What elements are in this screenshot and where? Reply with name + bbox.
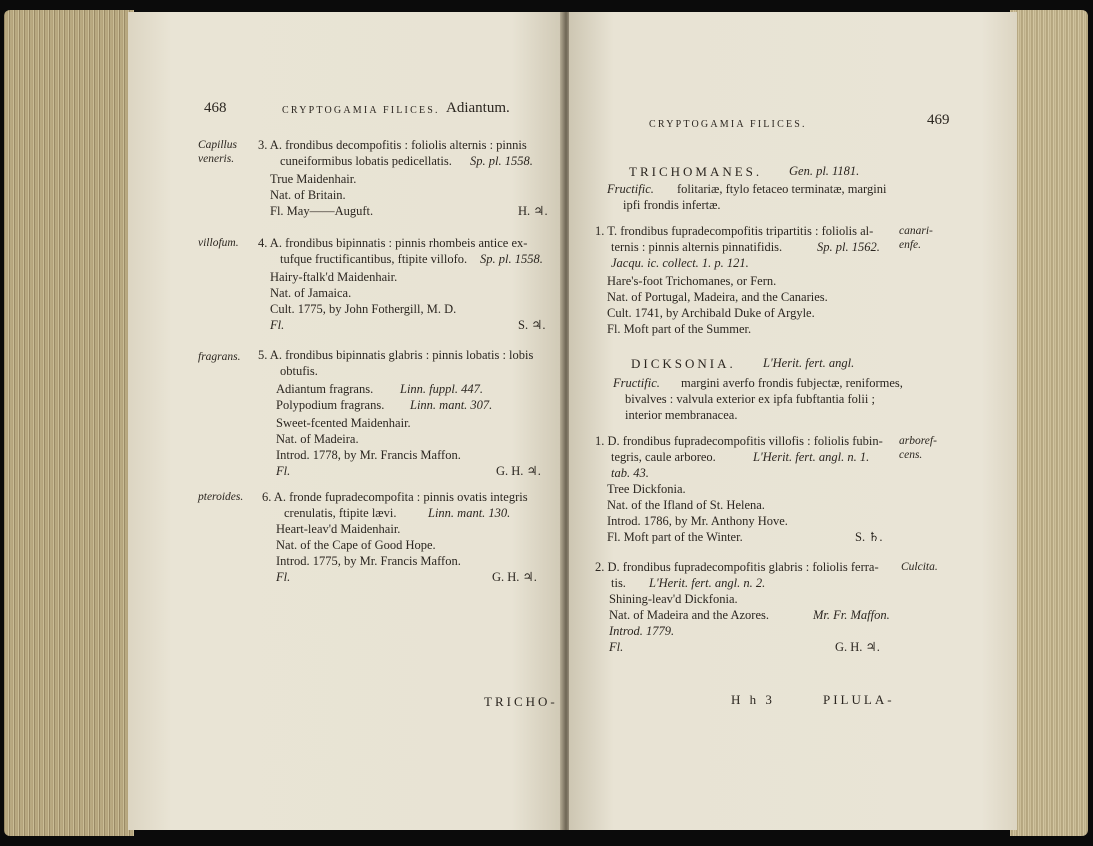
- english-name: Sweet-fcented Maidenhair.: [276, 416, 411, 430]
- margin-name: veneris.: [198, 153, 235, 165]
- introduction-line: Introd. 1778, by Mr. Francis Maffon.: [276, 448, 461, 462]
- reference: Jacqu. ic. collect. 1. p. 121.: [611, 256, 749, 270]
- english-name: True Maidenhair.: [270, 172, 357, 186]
- flowering-line: Fl. Moft part of the Winter.: [607, 530, 743, 544]
- english-name: Shining-leav'd Dickfonia.: [609, 592, 738, 606]
- english-name: Hairy-ftalk'd Maidenhair.: [270, 270, 398, 284]
- entry-line: 5. A. frondibus bipinnatis glabris : pinnis lobatis : lobis: [258, 348, 534, 362]
- margin-name: Culcita.: [901, 561, 938, 573]
- flowering-line: Fl.: [270, 318, 285, 332]
- genus-heading: TRICHOMANES.: [629, 164, 763, 179]
- margin-name: canari-: [899, 225, 933, 237]
- entry-line: 1. D. frondibus fupradecompofitis villofis : foliolis fubin-: [595, 434, 883, 448]
- character-line: interior membranacea.: [625, 408, 738, 422]
- reference: tab. 43.: [611, 466, 649, 480]
- culture-code: G. H. ♃.: [835, 640, 880, 654]
- margin-name: fragrans.: [198, 351, 241, 363]
- entry-line: 1. T. frondibus fupradecompofitis tripartitis : foliolis al-: [595, 224, 874, 238]
- synonym: Adiantum fragrans.: [276, 382, 374, 396]
- entry-line: crenulatis, ftipite lævi.: [284, 506, 397, 520]
- left-page-edges: [4, 10, 134, 836]
- entry-line: cuneiformibus lobatis pedicellatis.: [280, 154, 452, 168]
- reference: L'Herit. fert. angl. n. 2.: [649, 576, 766, 590]
- entry-line: 2. D. frondibus fupradecompofitis glabris : foliolis ferra-: [595, 560, 879, 574]
- culture-code: H. ♃.: [518, 204, 548, 218]
- reference: Sp. pl. 1558.: [470, 154, 533, 168]
- page-number: 469: [927, 112, 950, 128]
- native-line: Nat. of Jamaica.: [270, 286, 352, 300]
- margin-name: villofum.: [198, 237, 239, 249]
- right-page: [569, 12, 1017, 830]
- collector: Mr. Fr. Maffon.: [813, 608, 890, 622]
- entry-line: tis.: [611, 576, 626, 590]
- english-name: Hare's-foot Trichomanes, or Fern.: [607, 274, 777, 288]
- reference: Linn. mant. 130.: [428, 506, 511, 520]
- running-head: CRYPTOGAMIA FILICES.: [282, 105, 440, 116]
- entry-line: 3. A. frondibus decompofitis : foliolis alternis : pinnis: [258, 138, 527, 152]
- native-line: Nat. of Portugal, Madeira, and the Canaries.: [607, 290, 828, 304]
- character-line: ipfi frondis infertæ.: [623, 198, 721, 212]
- native-line: Nat. of Madeira.: [276, 432, 359, 446]
- genus-reference: L'Herit. fert. angl.: [763, 356, 855, 370]
- left-page: [128, 12, 565, 830]
- reference: Sp. pl. 1562.: [817, 240, 880, 254]
- reference: Sp. pl. 1558.: [480, 252, 543, 266]
- character-line: folitariæ, ftylo fetaceo terminatæ, margini: [677, 182, 887, 196]
- english-name: Tree Dickfonia.: [607, 482, 686, 496]
- introduction-line: Introd. 1786, by Mr. Anthony Hove.: [607, 514, 788, 528]
- culture-code: S. ♄.: [855, 530, 883, 544]
- reference: Linn. fuppl. 447.: [400, 382, 483, 396]
- flowering-line: Fl. Moft part of the Summer.: [607, 322, 752, 336]
- introduction-line: Introd. 1775, by Mr. Francis Maffon.: [276, 554, 461, 568]
- culture-code: S. ♃.: [518, 318, 546, 332]
- running-genus: Adiantum.: [446, 100, 510, 116]
- page-number: 468: [204, 100, 227, 116]
- fructification-label: Fructific.: [607, 182, 654, 196]
- genus-heading: DICKSONIA.: [631, 356, 736, 371]
- entry-line: tegris, caule arboreo.: [611, 450, 716, 464]
- genus-reference: Gen. pl. 1181.: [789, 164, 860, 178]
- cultivation-line: Cult. 1741, by Archibald Duke of Argyle.: [607, 306, 815, 320]
- signature-mark: H h 3: [731, 692, 775, 707]
- culture-code: G. H. ♃.: [492, 570, 537, 584]
- native-line: Nat. of Britain.: [270, 188, 346, 202]
- right-page-edges: [1010, 10, 1088, 836]
- synonym: Polypodium fragrans.: [276, 398, 385, 412]
- entry-line: tufque fructificantibus, ftipite villofo.: [280, 252, 468, 266]
- character-line: margini averfo frondis fubjectæ, reniformes,: [681, 376, 903, 390]
- entry-line: obtufis.: [280, 364, 318, 378]
- margin-name: enfe.: [899, 239, 922, 251]
- flowering-line: Fl.: [276, 464, 291, 478]
- native-line: Nat. of Madeira and the Azores.: [609, 608, 770, 622]
- entry-line: 4. A. frondibus bipinnatis : pinnis rhombeis antice ex-: [258, 236, 528, 250]
- flowering-line: Fl.: [276, 570, 291, 584]
- margin-name: Capillus: [198, 139, 237, 151]
- entry-line: ternis : pinnis alternis pinnatifidis.: [611, 240, 783, 254]
- entry-line: 6. A. fronde fupradecompofita : pinnis ovatis integris: [262, 490, 528, 504]
- margin-name: cens.: [899, 449, 923, 461]
- character-line: bivalves : valvula exterior ex ipfa fubftantia folii ;: [625, 392, 875, 406]
- english-name: Heart-leav'd Maidenhair.: [276, 522, 401, 536]
- reference: L'Herit. fert. angl. n. 1.: [753, 450, 870, 464]
- running-head: CRYPTOGAMIA FILICES.: [649, 119, 807, 130]
- native-line: Nat. of the Cape of Good Hope.: [276, 538, 436, 552]
- introduction-line: Introd. 1779.: [609, 624, 675, 638]
- margin-name: arboref-: [899, 435, 937, 447]
- flowering-line: Fl. May——Auguft.: [270, 204, 374, 218]
- catchword: TRICHO-: [484, 694, 558, 709]
- flowering-line: Fl.: [609, 640, 624, 654]
- cultivation-line: Cult. 1775, by John Fothergill, M. D.: [270, 302, 457, 316]
- catchword: PILULA-: [823, 692, 895, 707]
- culture-code: G. H. ♃.: [496, 464, 541, 478]
- reference: Linn. mant. 307.: [410, 398, 493, 412]
- native-line: Nat. of the Ifland of St. Helena.: [607, 498, 765, 512]
- fructification-label: Fructific.: [613, 376, 660, 390]
- margin-name: pteroides.: [198, 491, 244, 503]
